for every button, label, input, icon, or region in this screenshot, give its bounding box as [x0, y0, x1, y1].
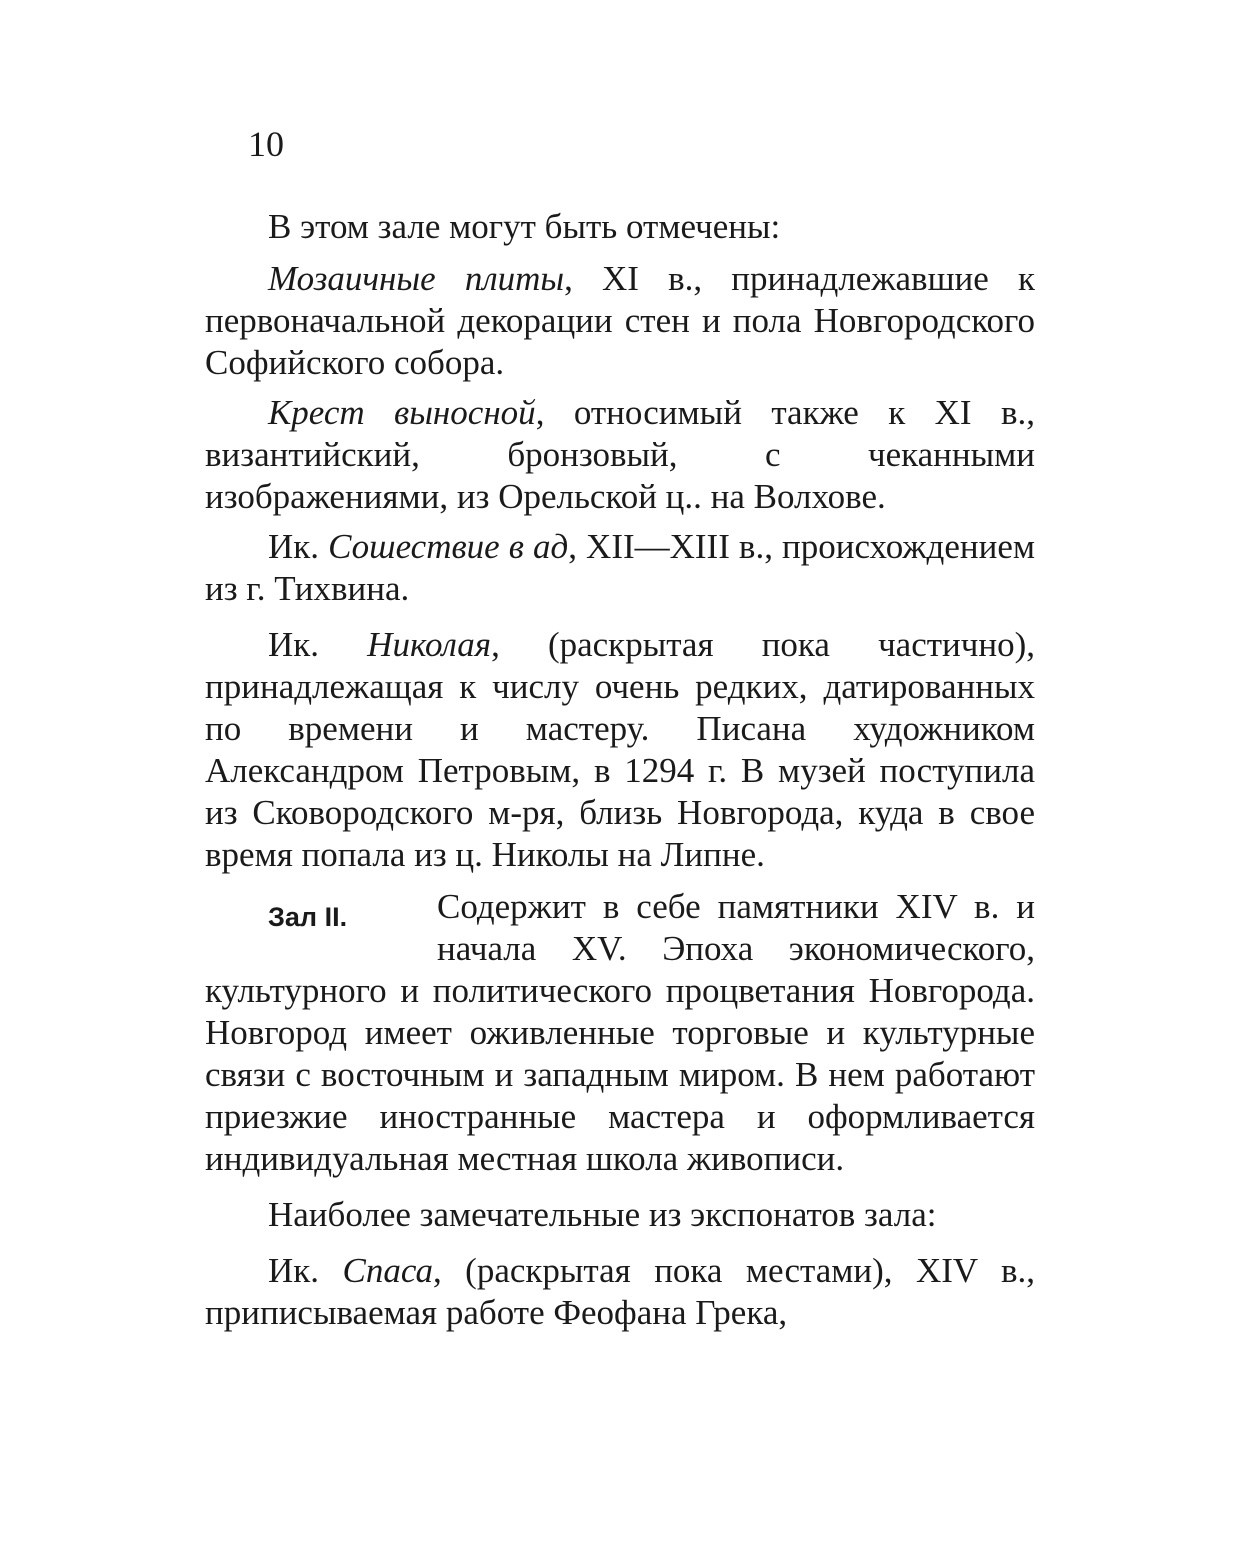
paragraph-nicholas: [205, 624, 1035, 876]
hall-2-label: Зал II.: [268, 902, 348, 932]
paragraph-text: В этом зале могут быть отмечены:: [268, 207, 781, 246]
paragraph-text: , относимый также к XI в., византийский, бронзовый, с чеканными изображениями, из Орельской ц.. на Волхове.: [205, 393, 1035, 516]
paragraph-text: , (раскрытая пока частично), принадлежащая к числу очень редких, датированных по времени и мастеру. Писана художником Александром Петровым, в 1294 г. В музей поступила из Сковородского м-ря, близь Новгорода, куда в свое время попала из ц. Николы на Липне.: [205, 625, 1036, 874]
paragraph-text: , XI в., принадлежавшие к первоначальной декорации стен и пола Новгородского Софийского собора.: [205, 259, 1035, 382]
paragraph-text: , (раскрытая пока местами), XIV в., приписываемая работе Феофана Грека,: [205, 1251, 1036, 1332]
icon-prefix: Ик.: [268, 625, 368, 664]
paragraph-intro: [205, 206, 1035, 248]
hall-2-section: [205, 886, 1035, 1180]
paragraph-text: , XII—XIII в., происхождением из г. Тихвина.: [205, 527, 1036, 608]
paragraph-mosaic-tiles: [205, 258, 1035, 384]
icon-prefix: Ик.: [268, 527, 329, 566]
exhibit-title: Крест выносной: [268, 393, 536, 432]
text-block: [205, 206, 1035, 1342]
paragraph-notable-exhibits: [205, 1194, 1035, 1236]
exhibit-title: Спаса: [342, 1251, 433, 1290]
page-number: 10: [248, 124, 284, 164]
paragraph-processional-cross: [205, 392, 1035, 518]
exhibit-title: Мозаичные плиты: [268, 259, 565, 298]
paragraph-savior: [205, 1250, 1035, 1334]
exhibit-title: Николая: [367, 625, 492, 664]
paragraph-descent-into-hell: [205, 526, 1035, 610]
hall-2-text: Содержит в себе памятники XIV в. и начала XV. Эпоха экономического, культурного и политического процветания Новгорода. Новгород имеет оживленные торговые и культурные связи с восточным и западным миром. В нем работают приезжие иностранные мастера и оформливается индивидуальная местная школа живописи.: [205, 887, 1035, 1178]
exhibit-title: Сошествие в ад: [328, 527, 569, 566]
icon-prefix: Ик.: [268, 1251, 343, 1290]
paragraph-text: Наиболее замечательные из экспонатов зала:: [268, 1195, 937, 1234]
